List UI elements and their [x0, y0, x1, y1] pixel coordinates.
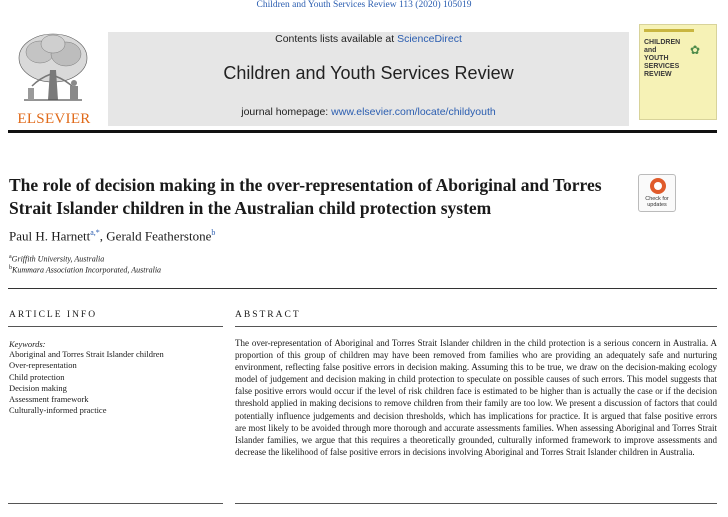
cover-stripe — [644, 29, 694, 32]
author-name[interactable]: Paul H. Harnett — [9, 228, 91, 244]
keywords-list — [9, 349, 224, 417]
journal-banner — [108, 32, 629, 126]
keyword-item: Over-representation — [9, 360, 77, 371]
cover-line: REVIEW — [644, 71, 672, 78]
author-name[interactable]: Gerald Featherstone — [106, 228, 212, 244]
check-for-updates-button[interactable] — [638, 174, 676, 212]
journal-name: Children and Youth Services Review — [223, 63, 514, 83]
cover-title — [644, 39, 690, 79]
affiliation — [9, 265, 161, 275]
keywords-label: Keywords: — [9, 339, 46, 349]
journal-header — [8, 24, 717, 128]
cover-line: YOUTH — [644, 55, 669, 62]
abstract-heading: ABSTRACT — [235, 310, 301, 320]
journal-citation[interactable]: Children and Youth Services Review 113 (2020) 105019 — [256, 0, 472, 10]
elsevier-wordmark: ELSEVIER — [17, 111, 91, 127]
section-rule — [8, 288, 717, 289]
sciencedirect-link[interactable]: ScienceDirect — [397, 33, 462, 45]
check-line-1: Check for — [645, 196, 669, 202]
affiliation-text: Kummara Association Incorporated, Australia — [12, 265, 162, 275]
keyword-item: Child protection — [9, 371, 65, 382]
contents-prefix: Contents lists available at — [275, 33, 398, 45]
affiliation — [9, 254, 104, 264]
keyword-item: Culturally-informed practice — [9, 405, 107, 416]
affiliation-text: Griffith University, Australia — [11, 254, 105, 264]
author-affiliation-marker[interactable]: a,* — [90, 228, 100, 237]
abstract-bottom-rule — [235, 503, 717, 504]
author-affiliation-marker[interactable]: b — [211, 228, 216, 237]
author-separator: , — [99, 228, 107, 244]
elsevier-logo[interactable] — [8, 30, 100, 126]
cover-line: CHILDREN — [644, 39, 681, 46]
author-list — [9, 228, 215, 244]
check-line-2: updates — [647, 202, 667, 208]
cover-line: SERVICES — [644, 63, 680, 70]
article-info-bottom-rule — [8, 503, 223, 504]
check-for-updates-label — [639, 196, 675, 208]
affiliation-marker: a — [9, 254, 12, 260]
contents-line — [108, 33, 629, 45]
affiliation-marker: b — [9, 265, 12, 271]
crossmark-icon — [650, 178, 666, 194]
abstract-rule — [235, 326, 717, 327]
elsevier-tree-icon — [10, 30, 96, 108]
abstract-text: The over-representation of Aboriginal and Torres Strait Islander children in the child protection is a serious concern in Australia. A proportion of this group of children may have been removed from families who are providing an adequately safe and nurturing environment, reflecting false positive errors in decision making. Assuming this to be true, we draw on the decision-making ecology model of judgement and decision making in child protection to speculate on possible causes of such errors. This model suggests that false positive errors would occur if the level of risk children face is estimated to be higher than is actually the case or if the decision threshold applied in making decisions to remove children from their family are too low. We present a discussion of factors that could potentially influence judgements and decision thresholds, which has implications for practice. It is argued that false positive errors are most likely to be avoided through more thorough and accurate assessments families. When assessing Aboriginal and Torres Strait Islander families, we argue that this requires a theoretically grounded, culturally informed framework to improve assessments and decrease the likelihood of false positive errors in decisions involving Aboriginal and Torres Strait Islander children in Australia. — [235, 338, 717, 457]
keyword-item: Decision making — [9, 382, 67, 393]
article-info-heading: ARTICLE INFO — [9, 310, 98, 320]
journal-cover-thumbnail[interactable] — [639, 24, 717, 120]
keyword-item: Aboriginal and Torres Strait Islander children — [9, 349, 164, 359]
article-info-rule — [8, 326, 223, 327]
article-title: The role of decision making in the over-representation of Aboriginal and Torres Strait Islander children in the Australian child protection system — [9, 175, 602, 218]
flower-icon: ✿ — [690, 43, 701, 57]
header-rule — [8, 130, 717, 133]
homepage-prefix: journal homepage: — [241, 106, 332, 118]
homepage-line — [108, 106, 629, 118]
cover-line: and — [644, 47, 657, 54]
keyword-item: Assessment framework — [9, 394, 89, 405]
journal-homepage-link[interactable]: www.elsevier.com/locate/childyouth — [331, 106, 496, 118]
